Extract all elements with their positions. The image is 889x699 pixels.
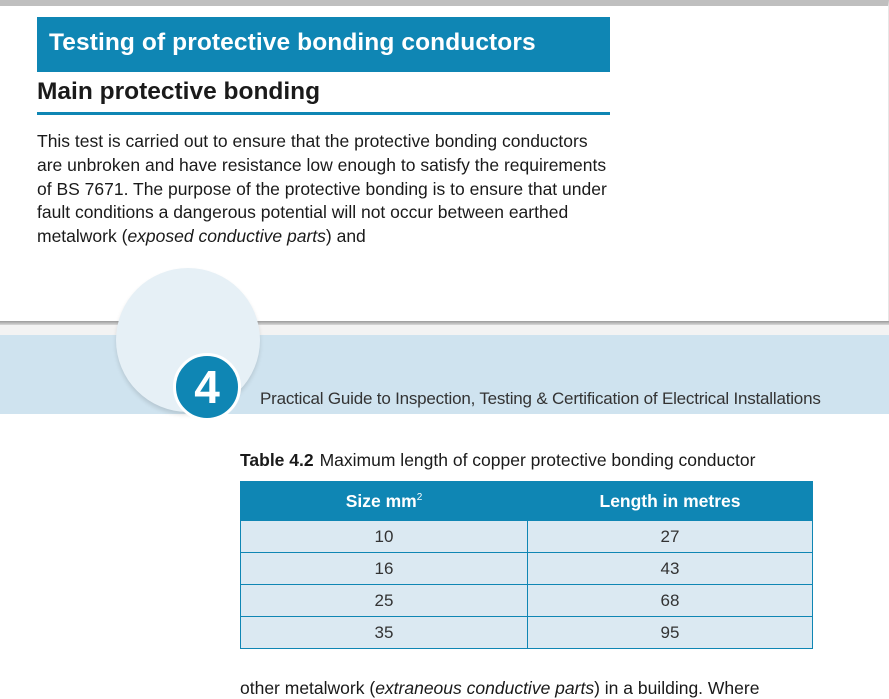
continued-italic: extraneous conductive parts bbox=[375, 678, 595, 698]
col-size-header: Size $mm^2$ bbox=[241, 482, 528, 521]
table-header-row bbox=[241, 482, 813, 521]
table-caption-text: Maximum length of copper protective bonding conductor bbox=[319, 450, 756, 470]
table-row bbox=[241, 521, 813, 553]
subheading: Main protective bonding bbox=[37, 78, 610, 115]
length-cell: 95 bbox=[528, 617, 813, 649]
paragraph-text: This test is carried out to ensure that the protective bonding conductors are unbroken and have resistance low enough to satisfy the requirements of BS 7671. The purpose of the protective bonding is to ensure that under fault conditions a dangerous potential will not occur between earthed metalwork ( bbox=[37, 131, 607, 247]
section-title: Testing of protective bonding conductors bbox=[49, 29, 536, 56]
length-cell: 27 bbox=[528, 521, 813, 553]
table-row bbox=[241, 617, 813, 649]
size-cell: 35 bbox=[241, 617, 528, 649]
table-row bbox=[241, 585, 813, 617]
paragraph-tail: ) and bbox=[325, 226, 366, 247]
size-cell: 25 bbox=[241, 585, 528, 617]
continued-text: other metalwork (extraneous conductive parts) in a building. Where bbox=[240, 678, 760, 698]
length-cell: 43 bbox=[528, 553, 813, 585]
chapter-number-badge: 4 bbox=[173, 353, 241, 421]
size-cell: 16 bbox=[241, 553, 528, 585]
bonding-conductor-table bbox=[240, 481, 813, 649]
body-paragraph bbox=[37, 130, 612, 249]
running-head: Practical Guide to Inspection, Testing & Certification of Electrical Installations bbox=[260, 389, 821, 408]
col-length-header: Length in metres bbox=[528, 482, 813, 521]
length-cell: 68 bbox=[528, 585, 813, 617]
table-row bbox=[241, 553, 813, 585]
table-caption bbox=[240, 450, 755, 471]
paragraph-italic: exposed conductive parts bbox=[127, 226, 326, 247]
section-title-bar bbox=[37, 17, 610, 72]
size-cell: 10 bbox=[241, 521, 528, 553]
table-label: Table 4.2 bbox=[240, 450, 314, 470]
